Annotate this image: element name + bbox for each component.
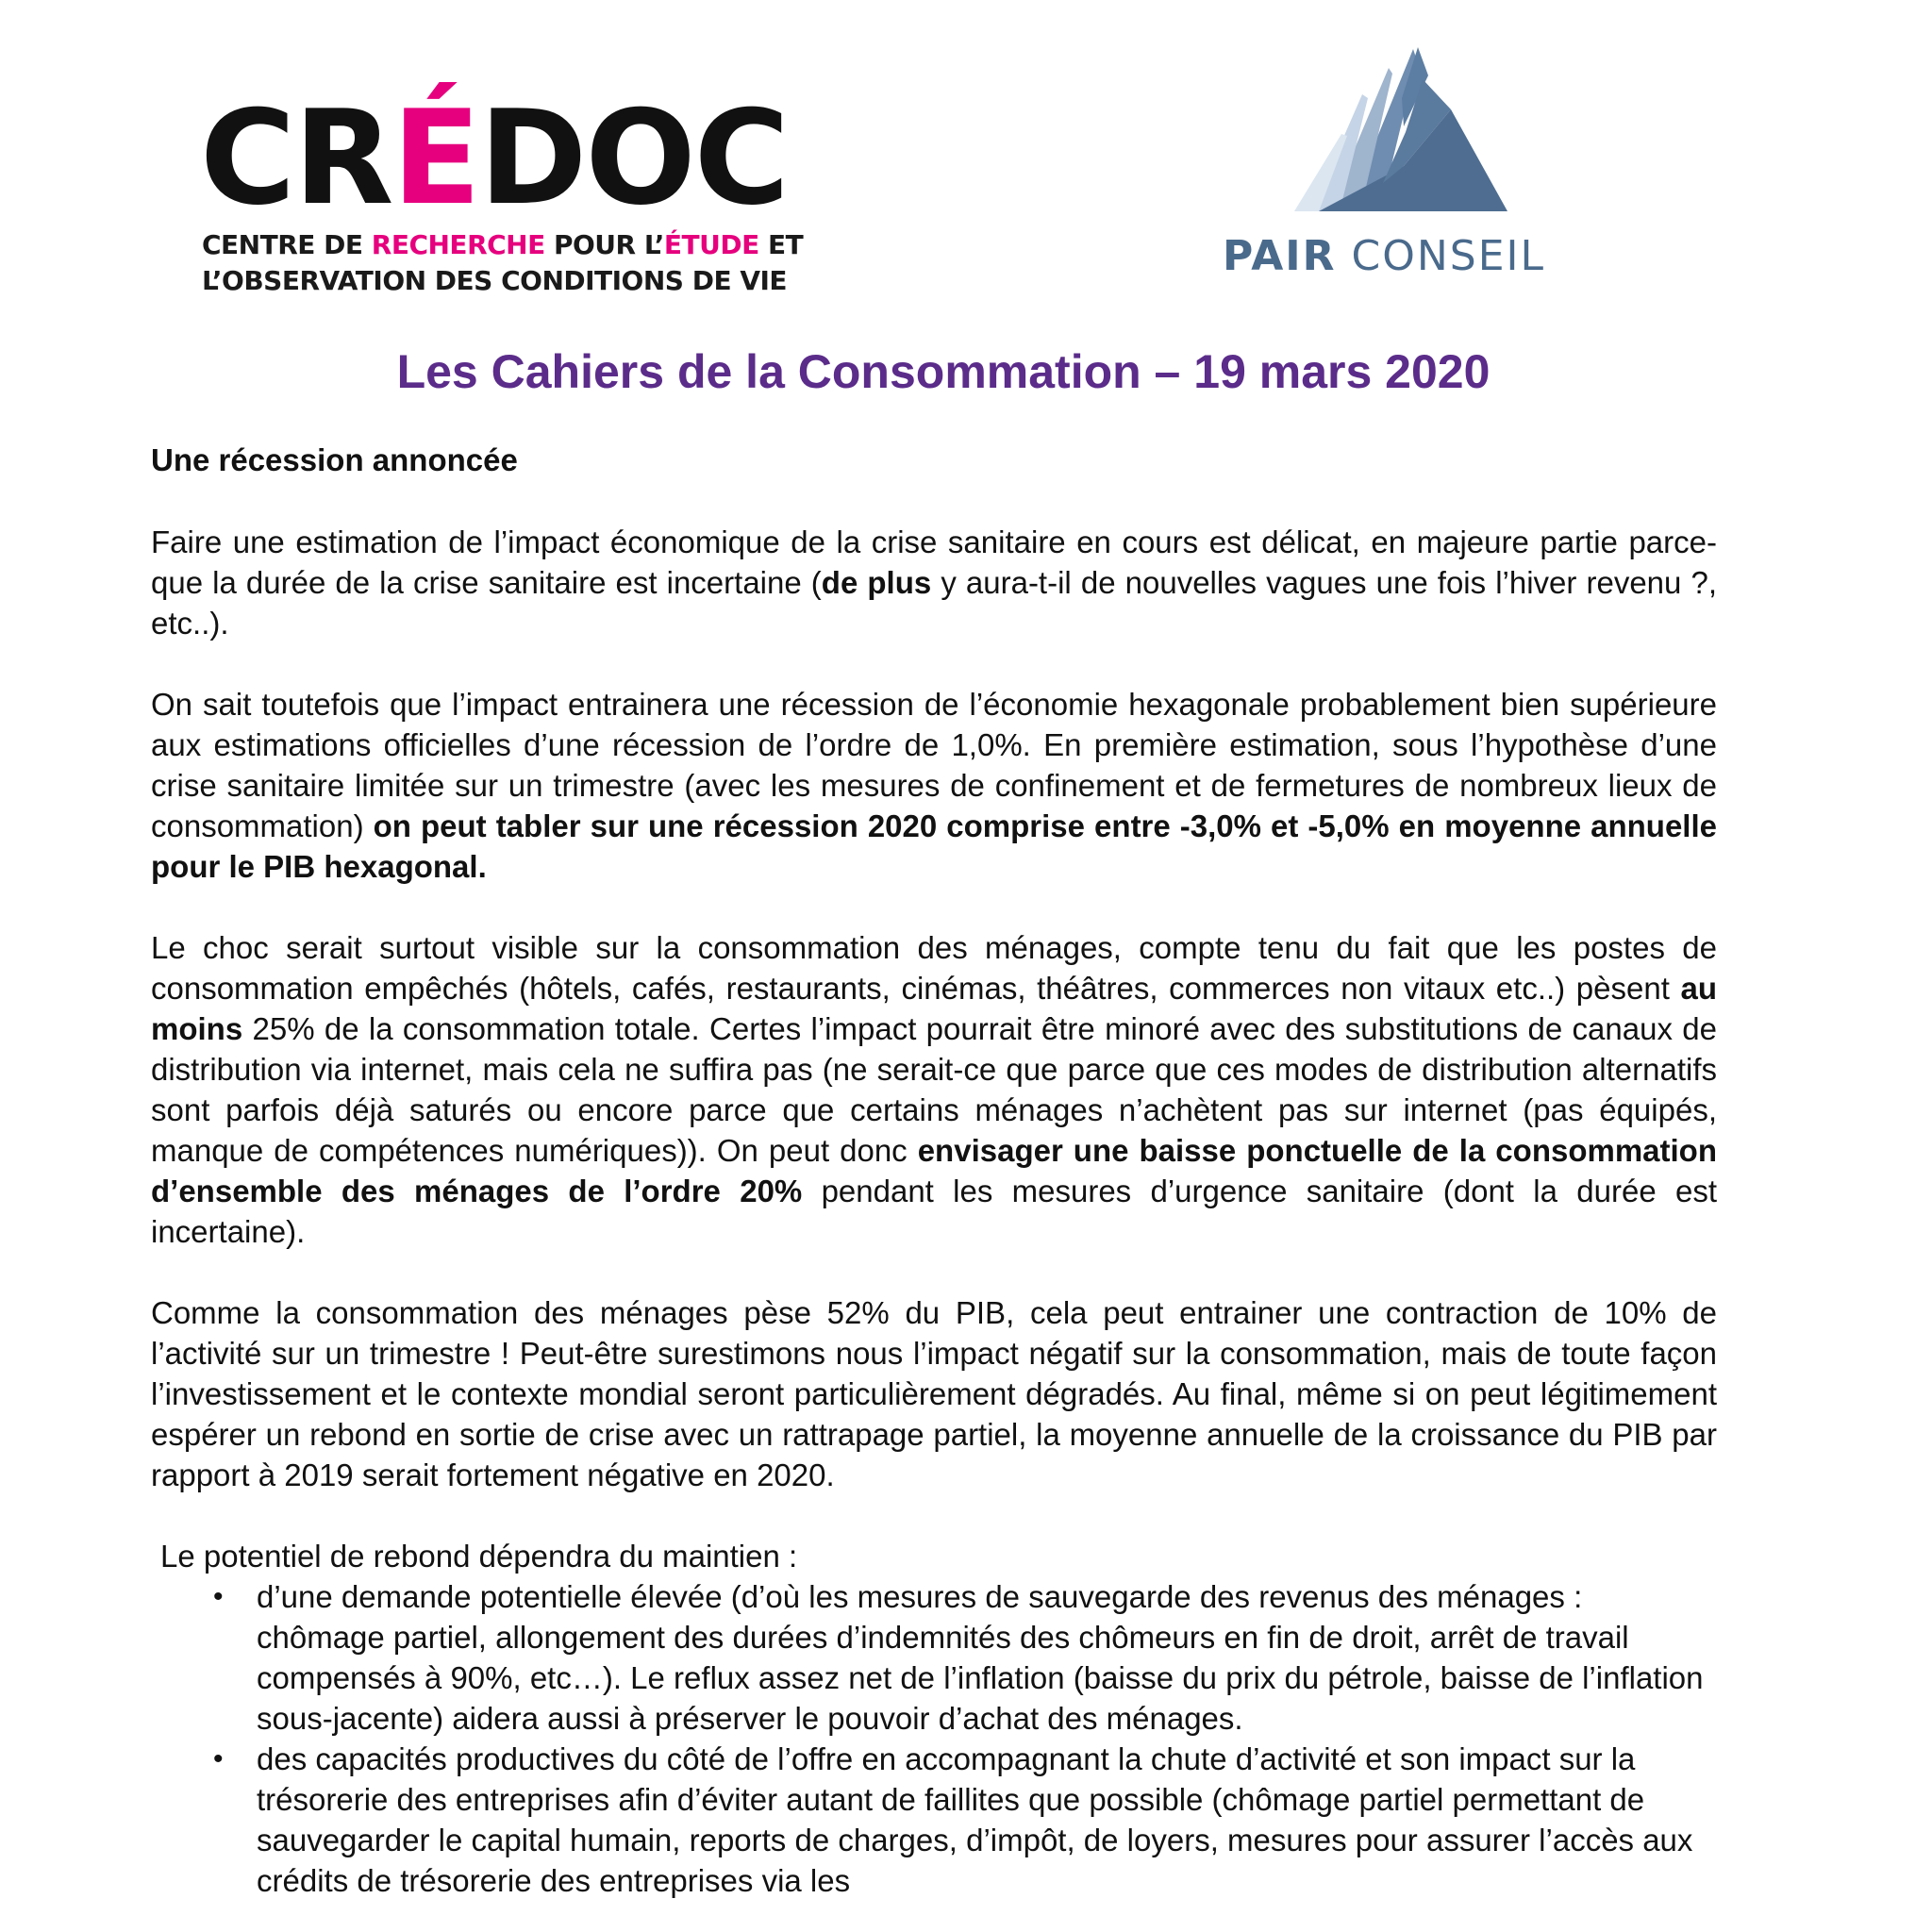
credoc-logo	[200, 57, 804, 302]
bullet-list	[151, 1576, 1717, 1901]
paragraph-2: On sait toutefois que l’impact entrainera une récession de l’économie hexagonale probablement bien supérieure aux estimations officielles d’une récession de l’ordre de 1,0%. En première estimation, sous l’hypothèse d’une crise sanitaire limitée sur un trimestre (avec les mesures de confinement et de fermetures de nombreux lieux de consommation) on peut tabler sur une récession 2020 comprise entre -3,0% et -5,0% en moyenne annuelle pour le PIB hexagonal.	[151, 687, 1717, 884]
list-item: • des capacités productives du côté de l’offre en accompagnant la chute d’activité et son impact sur la trésorerie des entreprises afin d’éviter autant de faillites que possible (chômage partiel permettant de sauvegarder le capital humain, reports de charges, d’impôt, de loyers, mesures pour assurer l’accès aux crédits de trésorerie des entreprises via les	[151, 1739, 1717, 1901]
list-intro: Le potentiel de rebond dépendra du maintien :	[160, 1539, 798, 1574]
document-body	[151, 440, 1717, 1901]
section-heading: Une récession annoncée	[151, 442, 518, 477]
page-title: Les Cahiers de la Consommation – 19 mars 2020	[396, 345, 1491, 398]
paragraph-4: Comme la consommation des ménages pèse 52% du PIB, cela peut entrainer une contraction de 10% de l’activité sur un trimestre ! Peut-être surestimons nous l’impact négatif sur la consommation, mais de toute façon l’investissement et le contexte mondial seront particulièrement dégradés. Au final, même si on peut légitimement espérer un rebond en sortie de crise avec un rattrapage partiel, la moyenne annuelle de la croissance du PIB par rapport à 2019 serait fortement négative en 2020.	[151, 1295, 1717, 1492]
credoc-tagline-line1: CENTRE DE RECHERCHE POUR L’ÉTUDE ET	[202, 229, 804, 260]
list-item: • d’une demande potentielle élevée (d’où les mesures de sauvegarde des revenus des ménages : chômage partiel, allongement des durées d’indemnités des chômeurs en fin de droit, arrêt de travail compensés à 90%, etc…). Le reflux assez net de l’inflation (baisse du prix du pétrole, baisse de l’inflation sous-jacente) aidera aussi à préserver le pouvoir d’achat des ménages.	[151, 1576, 1717, 1739]
paragraph-3: Le choc serait surtout visible sur la consommation des ménages, compte tenu du fait que les postes de consommation empêchés (hôtels, cafés, restaurants, cinémas, théâtres, commerces non vitaux etc..) pèsent au moins 25% de la consommation totale. Certes l’impact pourrait être minoré avec des substitutions de canaux de distribution via internet, mais cela ne suffira pas (ne serait-ce que parce que ces modes de distribution alternatifs sont parfois déjà saturés ou encore parce que certains ménages n’achètent pas sur internet (pas équipés, manque de compétences numériques)). On peut donc envisager une baisse ponctuelle de la consommation d’ensemble des ménages de l’ordre 20% pendant les mesures d’urgence sanitaire (dont la durée est incertaine).	[151, 930, 1717, 1249]
pair-conseil-logo	[1217, 42, 1557, 287]
credoc-wordmark: CRÉDOC	[200, 82, 788, 234]
credoc-tagline-line2: L’OBSERVATION DES CONDITIONS DE VIE	[202, 265, 788, 296]
pair-conseil-mountain-icon	[1262, 42, 1507, 230]
paragraph-1: Faire une estimation de l’impact économique de la crise sanitaire en cours est délicat, en majeure partie parce-que la durée de la crise sanitaire est incertaine (de plus y aura-t-il de nouvelles vagues une fois l’hiver revenu ?, etc..).	[151, 525, 1717, 641]
pair-conseil-wordmark: PAIR CONSEIL	[1223, 232, 1545, 280]
